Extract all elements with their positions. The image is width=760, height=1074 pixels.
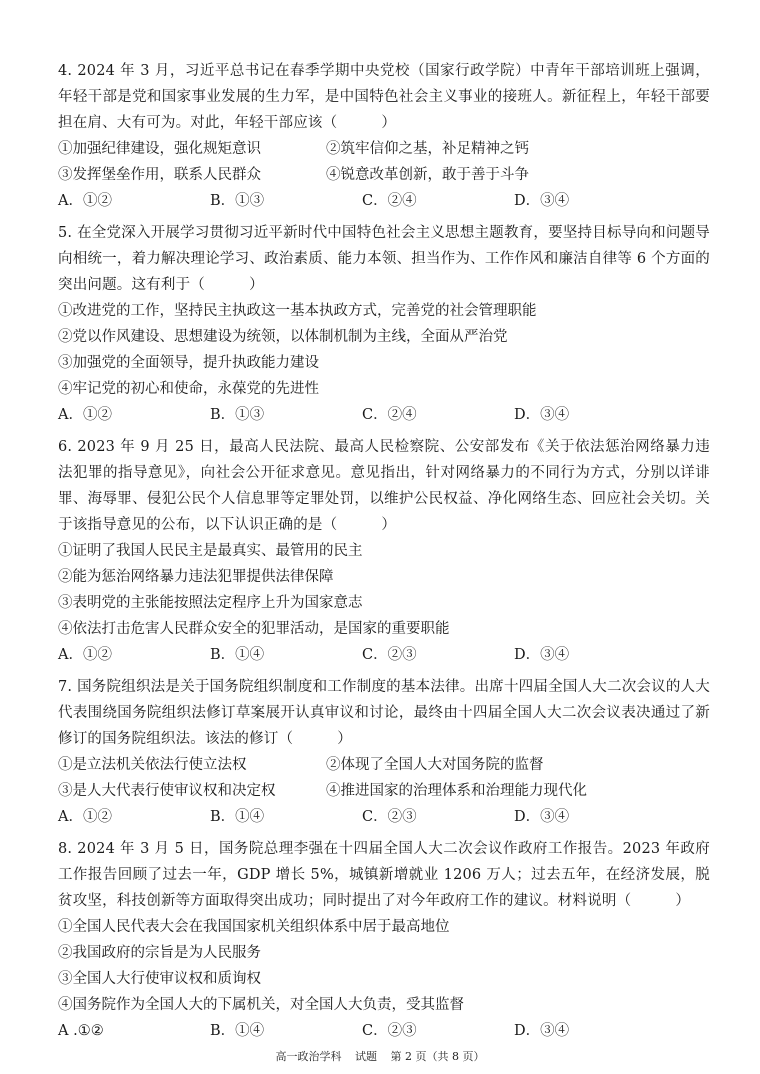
option-item: ④推进国家的治理体系和治理能力现代化	[326, 783, 587, 799]
answer-choices	[58, 402, 710, 428]
option-item: ①证明了我国人民民主是最真实、最管用的民主	[58, 543, 363, 559]
choice-b: B．①④	[210, 1023, 265, 1039]
option-item: ①是立法机关依法行使立法权	[58, 757, 247, 773]
choice-c: C．②③	[362, 647, 417, 663]
choice-d: D．③④	[514, 193, 570, 209]
option-item: ②筑牢信仰之基，补足精神之钙	[326, 141, 529, 157]
option-item: ③是人大代表行使审议权和决定权	[58, 783, 276, 799]
option-item: ①全国人民代表大会在我国国家机关组织体系中居于最高地位	[58, 919, 450, 935]
question-6	[58, 434, 710, 668]
choice-a: A .①②	[58, 1023, 104, 1039]
option-item: ①改进党的工作，坚持民主执政这一基本执政方式，完善党的社会管理职能	[58, 303, 537, 319]
option-item: ②能为惩治网络暴力违法犯罪提供法律保障	[58, 569, 334, 585]
answer-choices	[58, 642, 710, 668]
choice-a: A．①②	[58, 809, 112, 825]
choice-c: C．②③	[362, 1023, 417, 1039]
footer-page-number: 第 2 页（共 8 页）	[390, 1050, 485, 1063]
option-list	[58, 136, 710, 188]
option-item: ③全国人大行使审议权和质询权	[58, 971, 261, 987]
choice-a: A．①②	[58, 407, 112, 423]
option-item: ④锐意改革创新，敢于善于斗争	[326, 167, 529, 183]
choice-b: B．①④	[210, 647, 265, 663]
question-stem: 6. 2023 年 9 月 25 日，最高人民法院、最高人民检察院、公安部发布《关于依法惩治网络暴力违法犯罪的指导意见》，向社会公开征求意见。意见指出，针对网络暴力的不同行为方式，分别以详诽罪、海辱罪、侵犯公民个人信息罪等定罪处罚，以维护公民权益、净化网络生态、回应社会关切。关于该指导意见的公布，以下认识正确的是（ ）	[58, 439, 710, 533]
footer-subject: 高一政治学科	[275, 1050, 342, 1063]
option-item: ④牢记党的初心和使命，永葆党的先进性	[58, 381, 319, 397]
option-item: ③加强党的全面领导，提升执政能力建设	[58, 355, 319, 371]
choice-c: C．②③	[362, 809, 417, 825]
option-item: ③表明党的主张能按照法定程序上升为国家意志	[58, 595, 363, 611]
choice-d: D．③④	[514, 1023, 570, 1039]
choice-b: B．①③	[210, 407, 265, 423]
answer-choices	[58, 1018, 710, 1044]
option-item: ②体现了全国人大对国务院的监督	[326, 757, 544, 773]
option-item: ②我国政府的宗旨是为人民服务	[58, 945, 261, 961]
answer-choices	[58, 188, 710, 214]
question-stem: 5. 在全党深入开展学习贯彻习近平新时代中国特色社会主义思想主题教育，要坚持目标导向和问题导向相统一，着力解决理论学习、政治素质、能力本领、担当作为、工作作风和廉洁自律等 6 个方面的突出问题。这有利于（ ）	[58, 225, 710, 293]
footer-label: 试题	[355, 1050, 377, 1063]
choice-d: D．③④	[514, 809, 570, 825]
question-7	[58, 674, 710, 830]
question-stem: 4. 2024 年 3 月，习近平总书记在春季学期中央党校（国家行政学院）中青年干部培训班上强调，年轻干部是党和国家事业发展的生力军，是中国特色社会主义事业的接班人。新征程上，年轻干部要担在肩、大有可为。对此，年轻干部应该（ ）	[58, 63, 710, 131]
exam-page	[58, 58, 710, 1050]
choice-a: A．①②	[58, 193, 112, 209]
option-item: ③发挥堡垒作用，联系人民群众	[58, 167, 261, 183]
choice-b: B．①③	[210, 193, 265, 209]
option-item: ④国务院作为全国人大的下属机关，对全国人大负责，受其监督	[58, 997, 464, 1013]
page-footer	[0, 1050, 760, 1064]
choice-a: A．①②	[58, 647, 112, 663]
option-list	[58, 752, 710, 804]
choice-c: C．②④	[362, 407, 417, 423]
choice-b: B．①④	[210, 809, 265, 825]
question-5	[58, 220, 710, 428]
question-4	[58, 58, 710, 214]
choice-c: C．②④	[362, 193, 417, 209]
option-item: ④依法打击危害人民群众安全的犯罪活动，是国家的重要职能	[58, 621, 450, 637]
question-8	[58, 836, 710, 1044]
option-item: ①加强纪律建设，强化规矩意识	[58, 141, 261, 157]
question-stem: 7. 国务院组织法是关于国务院组织制度和工作制度的基本法律。出席十四届全国人大二次会议的人大代表围绕国务院组织法修订草案展开认真审议和讨论，最终由十四届全国人大二次会议表决通过了新修订的国务院组织法。该法的修订（ ）	[58, 679, 710, 747]
answer-choices	[58, 804, 710, 830]
question-stem: 8. 2024 年 3 月 5 日，国务院总理李强在十四届全国人大二次会议作政府工作报告。2023 年政府工作报告回顾了过去一年，GDP 增长 5%，城镇新增就业 1206 万人；过去五年，在经济发展，脱贫攻坚，科技创新等方面取得突出成功；同时提出了对今年政府工作的建议。材料说明（ ）	[58, 841, 710, 909]
option-item: ②党以作风建设、思想建设为统领，以体制机制为主线，全面从严治党	[58, 329, 508, 345]
choice-d: D．③④	[514, 407, 570, 423]
choice-d: D．③④	[514, 647, 570, 663]
